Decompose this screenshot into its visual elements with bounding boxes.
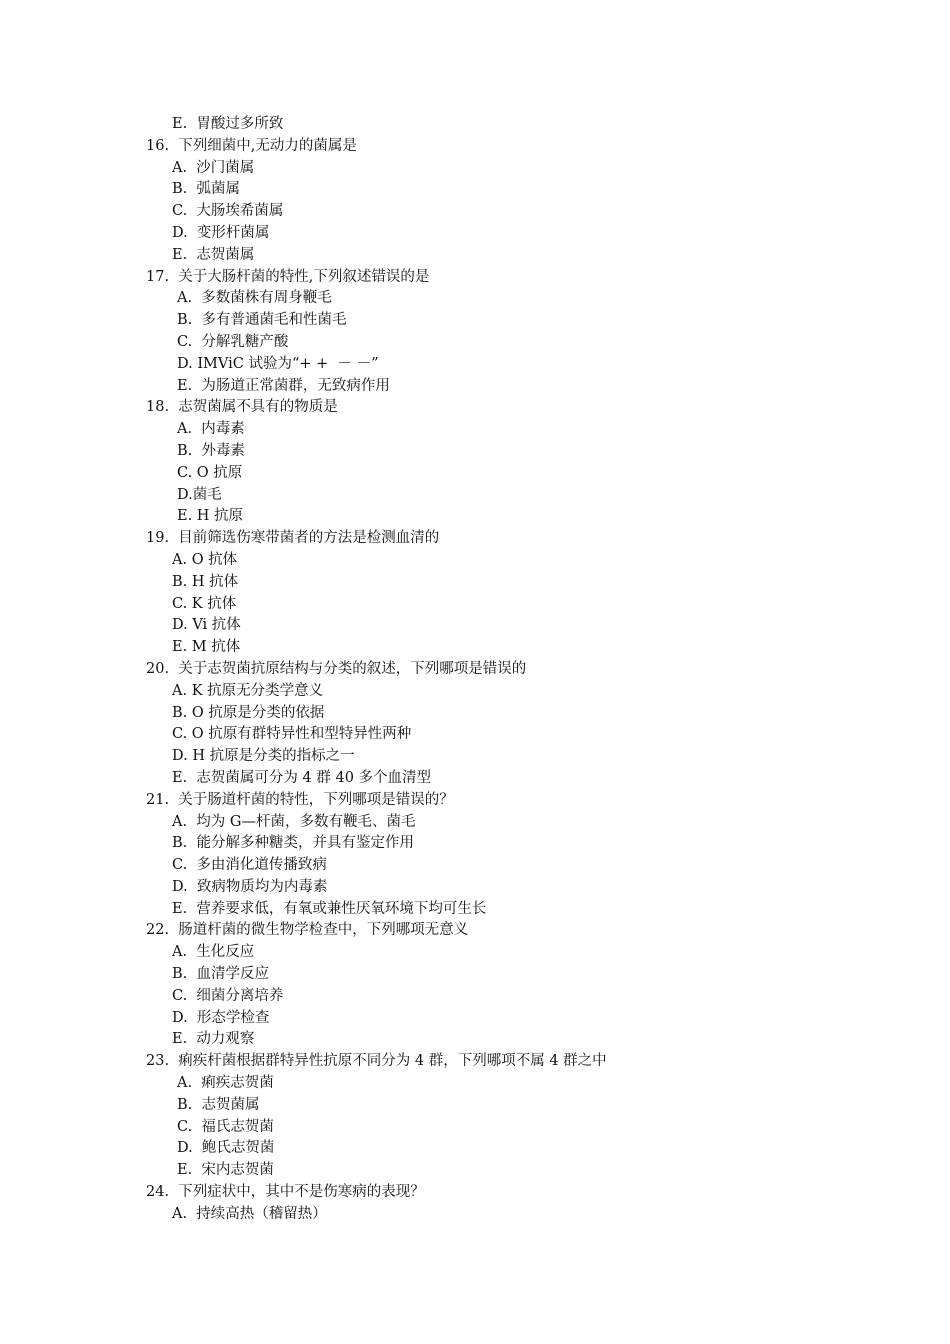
answer-option: A. O 抗体: [172, 551, 238, 568]
answer-option: E. 为肠道正常菌群，无致病作用: [177, 377, 390, 394]
answer-option: A. 均为 G—杆菌，多数有鞭毛、菌毛: [172, 813, 416, 830]
answer-option: D. 变形杆菌属: [172, 224, 270, 241]
answer-option: D. 致病物质均为内毒素: [172, 878, 328, 895]
question-stem: 19. 目前筛选伤寒带菌者的方法是检测血清的: [146, 530, 440, 547]
answer-option: E. 志贺菌属: [172, 246, 255, 263]
answer-option: C. 分解乳糖产酸: [177, 333, 289, 350]
answer-option: B. O 抗原是分类的依据: [172, 704, 325, 721]
answer-option: C. 多由消化道传播致病: [172, 857, 327, 874]
answer-option: C. O 抗原有群特异性和型特异性两种: [172, 726, 412, 743]
question-stem: 20. 关于志贺菌抗原结构与分类的叙述，下列哪项是错误的: [146, 660, 527, 677]
answer-option: B. 志贺菌属: [177, 1096, 260, 1113]
answer-option: B. 外毒素: [177, 442, 245, 459]
answer-option: E. 动力观察: [172, 1031, 255, 1048]
answer-option: E. 胃酸过多所致: [172, 116, 284, 132]
answer-option: C. 细菌分离培养: [172, 987, 284, 1004]
answer-option: E. 志贺菌属可分为 4 群 40 多个血清型: [172, 769, 432, 786]
answer-option: D. IMViC 试验为“+ + － －”: [177, 355, 379, 372]
answer-option: C. 福氏志贺菌: [177, 1118, 274, 1135]
answer-option: E. 宋内志贺菌: [177, 1162, 274, 1179]
answer-option: B. 多有普通菌毛和性菌毛: [177, 312, 347, 329]
answer-option: A. 生化反应: [172, 944, 255, 961]
answer-option: C. K 抗体: [172, 595, 237, 612]
question-stem: 23. 痢疾杆菌根据群特异性抗原不同分为 4 群，下列哪项不属 4 群之中: [146, 1053, 607, 1070]
answer-option: A. 痢疾志贺菌: [177, 1075, 274, 1092]
answer-option: B. H 抗体: [172, 573, 239, 590]
answer-option: E. M 抗体: [172, 639, 241, 656]
answer-option: C. 大肠埃希菌属: [172, 203, 284, 220]
question-stem: 22. 肠道杆菌的微生物学检查中，下列哪项无意义: [146, 922, 469, 939]
answer-option: C. O 抗原: [177, 464, 243, 481]
answer-option: D.菌毛: [177, 486, 222, 503]
answer-option: D. H 抗原是分类的指标之一: [172, 748, 355, 765]
document-body: [0, 114, 950, 1226]
answer-option: B. 血清学反应: [172, 966, 269, 983]
answer-option: E. 营养要求低，有氧或兼性厌氧环境下均可生长: [172, 900, 487, 917]
answer-option: B. 弧菌属: [172, 181, 240, 198]
answer-option: D. 鲍氏志贺菌: [177, 1140, 275, 1157]
answer-option: A. K 抗原无分类学意义: [172, 682, 324, 699]
question-stem: 24. 下列症状中，其中不是伤寒病的表现？: [146, 1184, 425, 1201]
question-stem: 21. 关于肠道杆菌的特性，下列哪项是错误的？: [146, 791, 454, 808]
question-stem: 16. 下列细菌中,无动力的菌属是: [146, 137, 357, 154]
answer-option: D. Vi 抗体: [172, 617, 241, 634]
answer-option: B. 能分解多种糖类，并具有鉴定作用: [172, 835, 414, 852]
answer-option: A. 多数菌株有周身鞭毛: [177, 290, 332, 307]
answer-option: E. H 抗原: [177, 508, 244, 525]
question-stem: 17. 关于大肠杆菌的特性,下列叙述错误的是: [146, 268, 430, 285]
answer-option: A. 沙门菌属: [172, 159, 255, 176]
answer-option: A. 内毒素: [177, 421, 245, 438]
question-stem: 18. 志贺菌属不具有的物质是: [146, 399, 338, 416]
answer-option: A. 持续高热（稽留热）: [172, 1205, 327, 1222]
answer-option: D. 形态学检查: [172, 1009, 270, 1026]
